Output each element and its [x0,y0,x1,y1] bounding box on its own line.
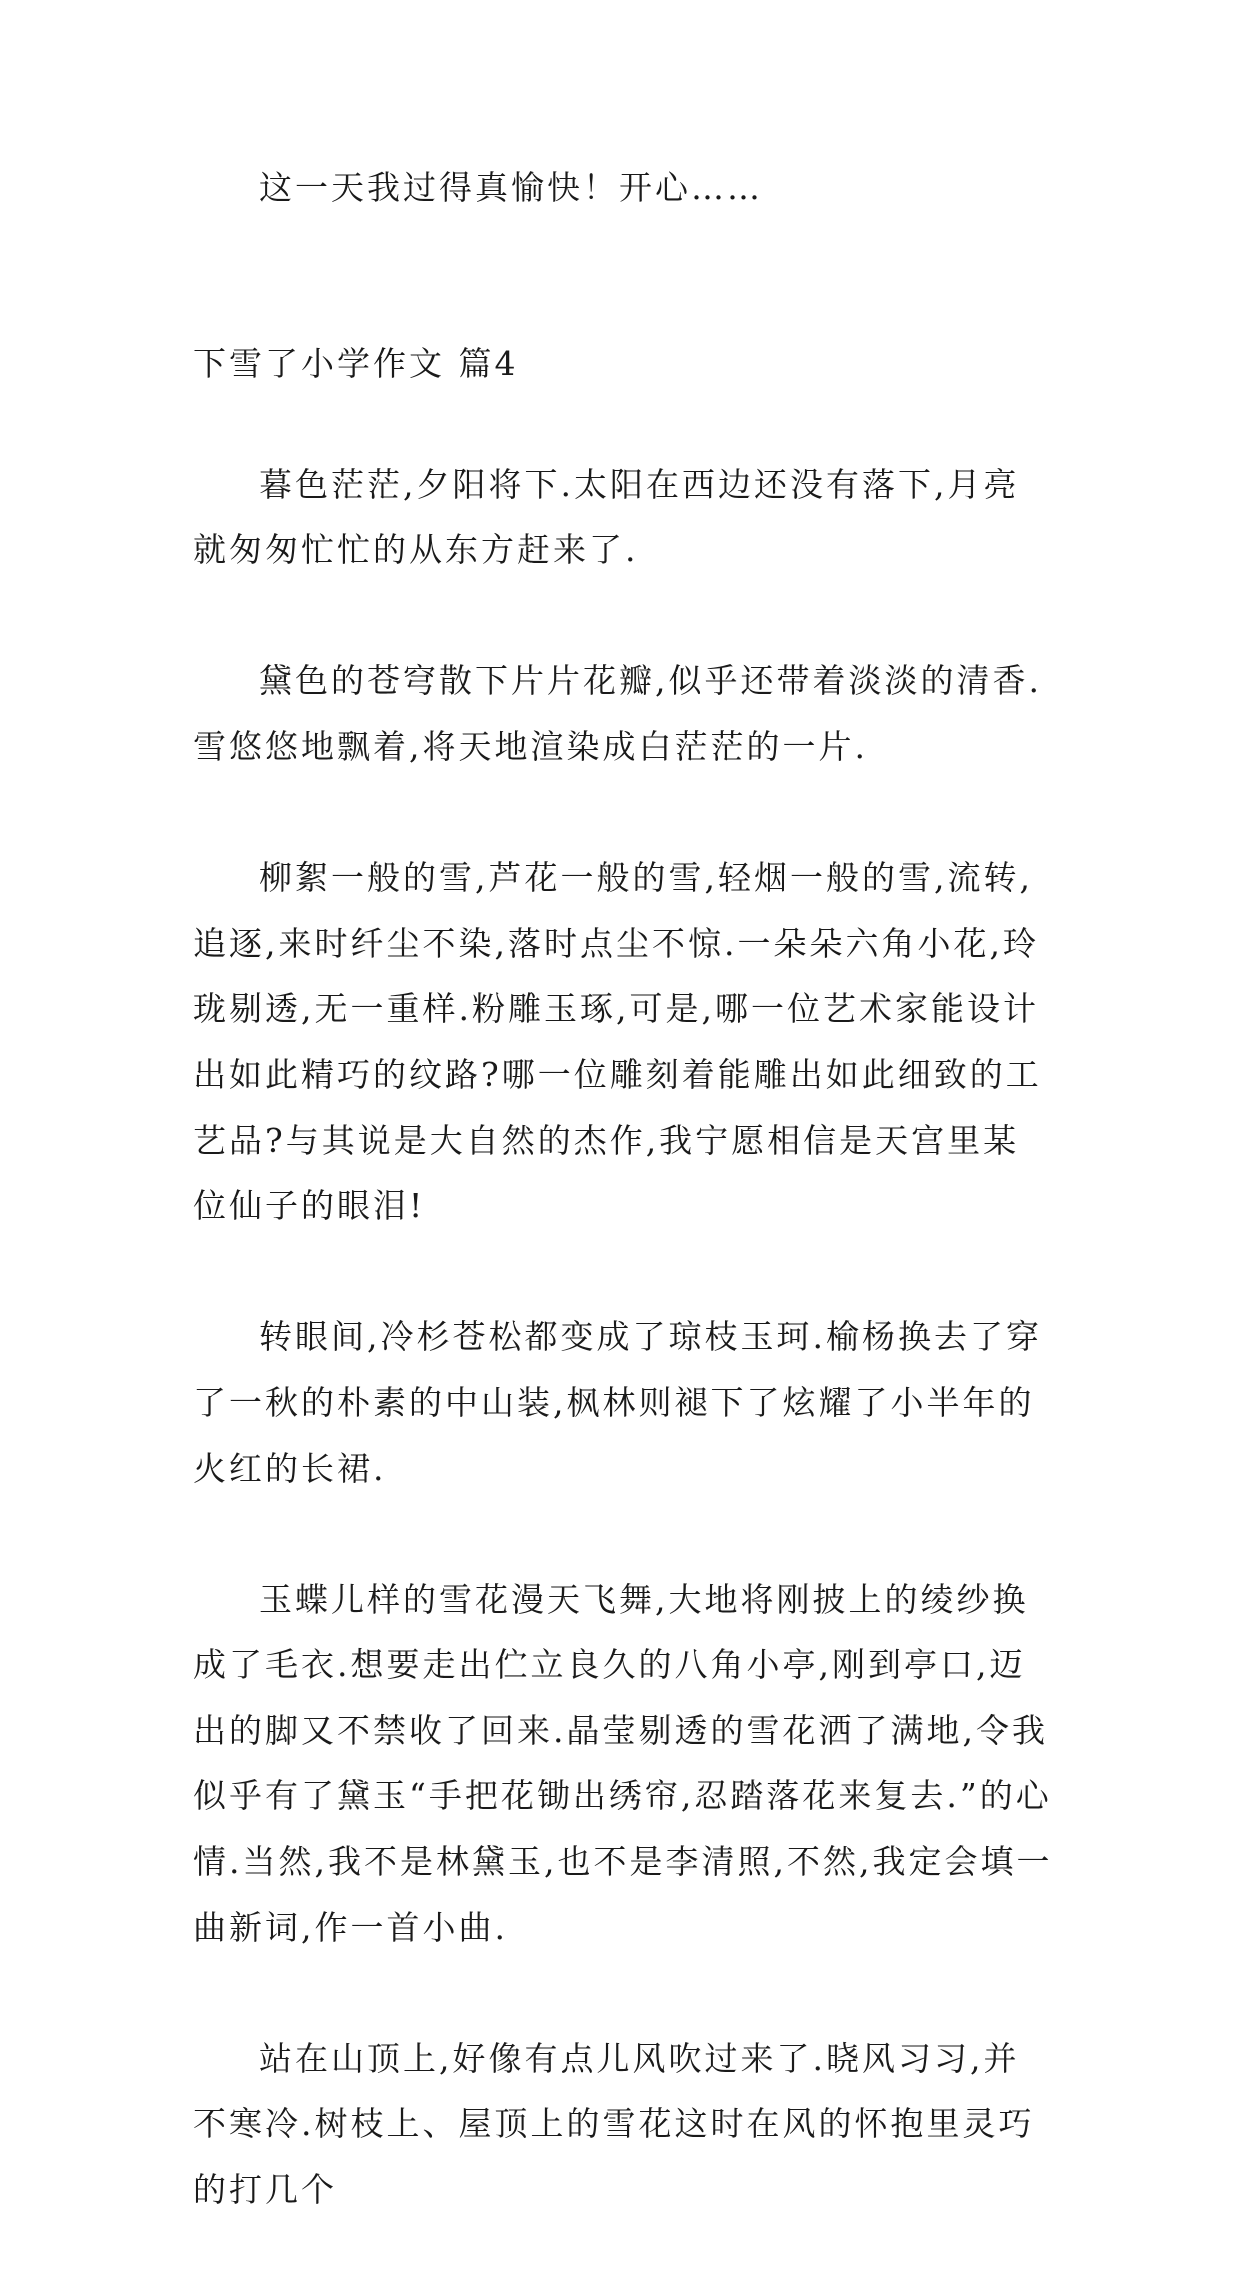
intro-line: 这一天我过得真愉快！开心…… [259,168,763,207]
paragraph: 柳絮一般的雪,芦花一般的雪,轻烟一般的雪,流转,追逐,来时纤尘不染,落时点尘不惊.一朵朵六角小花,玲珑剔透,无一重样.粉雕玉琢,可是,哪一位艺术家能设计出如此精巧的纹路?哪一位雕刻着能雕出如此细致的工艺品?与其说是大自然的杰作,我宁愿相信是天宫里某位仙子的眼泪! [193,858,1042,1226]
paragraph: 转眼间,冷杉苍松都变成了琼枝玉珂.榆杨换去了穿了一秋的朴素的中山装,枫林则褪下了炫耀了小半年的火红的长裙. [193,1317,1042,1488]
essay-body [193,386,1053,2288]
paragraph: 黛色的苍穹散下片片花瓣,似乎还带着淡淡的清香.雪悠悠地飘着,将天地渲染成白茫茫的一片. [193,661,1042,766]
paragraph: 站在山顶上,好像有点儿风吹过来了.晓风习习,并不寒冷.树枝上、屋顶上的雪花这时在风的怀抱里灵巧的打几个 [193,2038,1035,2210]
paragraph: 玉蝶儿样的雪花漫天飞舞,大地将刚披上的绫纱换成了毛衣.想要走出伫立良久的八角小亭,刚到亭口,迈出的脚又不禁收了回来.晶莹剔透的雪花洒了满地,令我似乎有了黛玉“手把花锄出绣帘,忍踏落花来复去.”的心情.当然,我不是林黛玉,也不是李清照,不然,我定会填一曲新词,作一首小曲. [193,1579,1053,1947]
section-title: 下雪了小学作文 篇4 [193,344,519,383]
paragraph: 暮色茫茫,夕阳将下.太阳在西边还没有落下,月亮就匆匆忙忙的从东方赶来了. [193,464,1020,570]
